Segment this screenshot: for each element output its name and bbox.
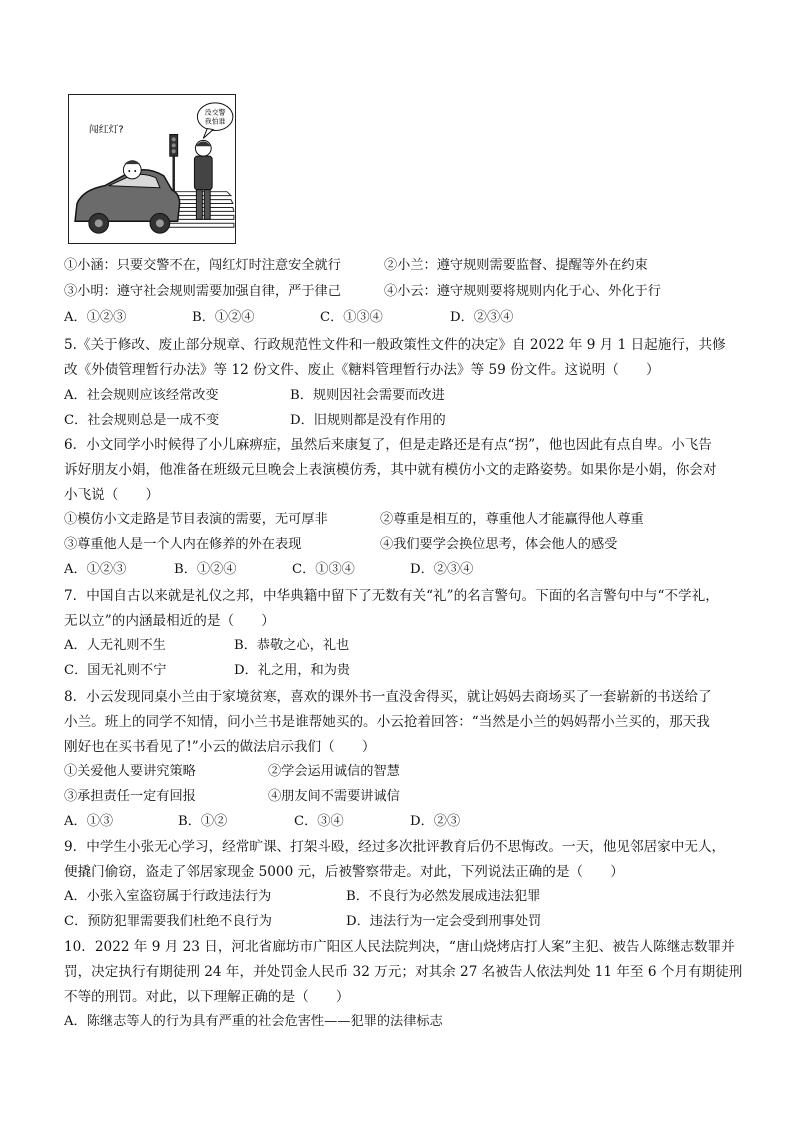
q10-stem-line-2: 罚，决定执行有期徒刑 24 年，并处罚金人民币 32 万元；对其余 27 名被告人依法判处 11 年至 6 个月有期徒刑 [64, 964, 743, 980]
q9-choice-a: A．小张入室盗窃属于行政违法行为 [64, 889, 272, 904]
q8-option-1: ①关爱他人要讲究策略 [64, 764, 196, 779]
q7-choice-b: B．恭敬之心，礼也 [234, 638, 350, 653]
speech-right-line2: 我怕谁 [204, 117, 226, 126]
q5-choice-c: C．社会规则总是一成不变 [64, 413, 220, 428]
q4-choice-a: A．①②③ [64, 310, 127, 325]
q6-option-1: ①模仿小文走路是节目表演的需要，无可厚非 [64, 512, 328, 527]
q8-stem-line-1: 8．小云发现同桌小兰由于家境贫寒，喜欢的课外书一直没舍得买，就让妈妈去商场买了一套崭新的书送给了 [64, 689, 712, 705]
q8-choice-c: C．③④ [294, 814, 344, 829]
q5-choice-a: A．社会规则应该经常改变 [64, 388, 219, 403]
q7-stem-line-1: 7．中国自古以来就是礼仪之邦，中华典籍中留下了无数有关“礼”的名言警句。下面的名言警句中与“不学礼， [64, 588, 719, 604]
q7-stem-line-2: 无以立”的内涵最相近的是（ ） [64, 613, 275, 629]
q6-option-3: ③尊重他人是一个人内在修养的外在表现 [64, 537, 302, 552]
q7-choice-c: C．国无礼则不宁 [64, 663, 167, 678]
q6-choice-a: A．①②③ [64, 562, 127, 577]
q9-choice-d: D．违法行为一定会受到刑事处罚 [346, 914, 542, 929]
q5-choice-d: D．旧规则都是没有作用的 [290, 413, 446, 428]
q9-choice-c: C．预防犯罪需要我们杜绝不良行为 [64, 914, 272, 929]
q4-option-2: ②小兰：遵守规则需要监督、提醒等外在约束 [384, 258, 648, 273]
q8-choice-b: B．①② [178, 814, 228, 829]
q8-option-2: ②学会运用诚信的智慧 [268, 764, 400, 779]
q9-choice-b: B．不良行为必然发展成违法犯罪 [346, 889, 541, 904]
q6-stem-line-3: 小飞说（ ） [64, 487, 160, 503]
q6-choice-d: D．②③④ [410, 562, 474, 577]
q9-stem-line-2: 便撬门偷窃，盗走了邻居家现金 5000 元，后被警察带走。对此，下列说法正确的是（ ） [64, 864, 624, 880]
q6-stem-line-1: 6．小文同学小时候得了小儿麻痹症，虽然后来康复了，但是走路还是有点“拐”，他也因此有点自卑。小飞告 [64, 437, 712, 453]
q6-choice-b: B．①②④ [174, 562, 237, 577]
q4-option-4: ④小云：遵守规则要将规则内化于心、外化于行 [384, 284, 661, 299]
q6-option-2: ②尊重是相互的，尊重他人才能赢得他人尊重 [380, 512, 644, 527]
q8-choice-d: D．②③ [410, 814, 461, 829]
q10-choice-a: A．陈继志等人的行为具有严重的社会危害性——犯罪的法律标志 [64, 1014, 443, 1029]
cartoon-figure [68, 94, 236, 244]
q4-choice-b: B．①②④ [192, 310, 255, 325]
speech-right-line1: 没交警 [204, 108, 226, 117]
q4-option-1: ①小涵：只要交警不在，闯红灯时注意安全就行 [64, 258, 341, 273]
q6-option-4: ④我们要学会换位思考，体会他人的感受 [380, 537, 618, 552]
q5-stem-line-1: 5.《关于修改、废止部分规章、行政规范性文件和一般政策性文件的决定》自 2022 年 9 月 1 日起施行，共修 [64, 337, 726, 353]
driver-figure [123, 160, 141, 179]
q8-option-3: ③承担责任一定有回报 [64, 789, 196, 804]
q8-stem-line-2: 小兰。班上的同学不知情，问小兰书是谁帮她买的。小云抢着回答：“当然是小兰的妈妈帮小兰买的，那天我 [64, 714, 710, 730]
q10-stem-line-1: 10．2022 年 9 月 23 日，河北省廊坊市广阳区人民法院判决，“唐山烧烤店打人案”主犯、被告人陈继志数罪并 [64, 939, 735, 955]
q8-choice-a: A．①③ [64, 814, 114, 829]
speech-bubble-right [197, 103, 233, 139]
q8-stem-line-3: 刚好也在买书看见了!”小云的做法启示我们（ ） [64, 739, 376, 755]
q5-stem-line-2: 改《外债管理暂行办法》等 12 份文件、废止《糖料管理暂行办法》等 59 份文件。这说明（ ） [64, 362, 660, 378]
q5-choice-b: B．规则因社会需要而改进 [290, 388, 445, 403]
car-icon [75, 170, 180, 233]
q9-stem-line-1: 9．中学生小张无心学习，经常旷课、打架斗殴，经过多次批评教育后仍不思悔改。一天，他见邻居家中无人， [64, 839, 726, 855]
speech-left: 闯红灯? [88, 124, 124, 136]
q4-choice-d: D．②③④ [450, 310, 514, 325]
q7-choice-a: A．人无礼则不生 [64, 638, 166, 653]
q4-choice-c: C．①③④ [320, 310, 383, 325]
q4-option-3: ③小明：遵守社会规则需要加强自律，严于律己 [64, 284, 341, 299]
q6-stem-line-2: 诉好朋友小娟，他准备在班级元旦晚会上表演模仿秀，其中就有模仿小文的走路姿势。如果你是小娟，你会对 [64, 462, 717, 478]
q6-choice-c: C．①③④ [292, 562, 355, 577]
q7-choice-d: D．礼之用，和为贵 [234, 663, 351, 678]
q10-stem-line-3: 不等的刑罚。对此，以下理解正确的是（ ） [64, 989, 350, 1005]
q8-option-4: ④朋友间不需要讲诚信 [268, 789, 400, 804]
cartoon-illustration [69, 95, 235, 243]
